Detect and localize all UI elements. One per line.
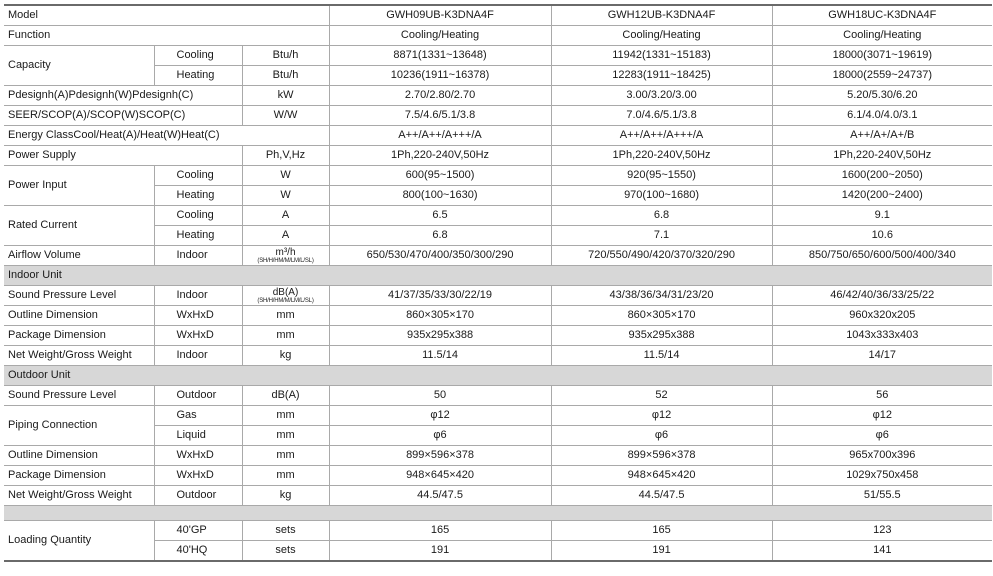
power-input-label: Power Input xyxy=(4,166,154,206)
loading-hq-unit: sets xyxy=(242,541,329,562)
indoor-outline-value: 860×305×170 xyxy=(551,306,772,326)
loading-label: Loading Quantity xyxy=(4,521,154,562)
indoor-outline-sub: WxHxD xyxy=(154,306,242,326)
power-supply-value: 1Ph,220-240V,50Hz xyxy=(329,146,551,166)
power-supply-unit: Ph,V,Hz xyxy=(242,146,329,166)
airflow-value: 850/750/650/600/500/400/340 xyxy=(772,246,992,266)
capacity-heating-value: 10236(1911~16378) xyxy=(329,66,551,86)
power-input-cooling-label: Cooling xyxy=(154,166,242,186)
loading-hq-value: 141 xyxy=(772,541,992,562)
rated-current-heating-label: Heating xyxy=(154,226,242,246)
indoor-package-value: 1043x333x403 xyxy=(772,326,992,346)
outdoor-weight-value: 44.5/47.5 xyxy=(551,486,772,506)
outdoor-sound-value: 50 xyxy=(329,386,551,406)
outdoor-package-unit: mm xyxy=(242,466,329,486)
outdoor-package-value: 948×645×420 xyxy=(551,466,772,486)
outdoor-outline-sub: WxHxD xyxy=(154,446,242,466)
outdoor-weight-value: 51/55.5 xyxy=(772,486,992,506)
power-supply-label: Power Supply xyxy=(4,146,242,166)
indoor-outline-label: Outline Dimension xyxy=(4,306,154,326)
pdesign-label: Pdesignh(A)Pdesignh(W)Pdesignh(C) xyxy=(4,86,242,106)
indoor-weight-sub: Indoor xyxy=(154,346,242,366)
energy-value: A++/A+/A+/B xyxy=(772,126,992,146)
power-supply-value: 1Ph,220-240V,50Hz xyxy=(772,146,992,166)
seer-label: SEER/SCOP(A)/SCOP(W)SCOP(C) xyxy=(4,106,242,126)
airflow-value: 720/550/490/420/370/320/290 xyxy=(551,246,772,266)
airflow-unit-sub: (SH/H/HM/M/LM/L/SL) xyxy=(257,257,314,264)
energy-label: Energy ClassCool/Heat(A)/Heat(W)Heat(C) xyxy=(4,126,329,146)
seer-value: 7.5/4.6/5.1/3.8 xyxy=(329,106,551,126)
seer-unit: W/W xyxy=(242,106,329,126)
loading-hq-value: 191 xyxy=(329,541,551,562)
piping-liquid-value: φ6 xyxy=(772,426,992,446)
seer-row xyxy=(4,106,992,126)
capacity-cooling-unit: Btu/h xyxy=(242,46,329,66)
model-name: GWH12UB-K3DNA4F xyxy=(551,5,772,26)
indoor-sound-row xyxy=(4,286,992,306)
piping-gas-label: Gas xyxy=(154,406,242,426)
spec-table xyxy=(4,4,992,562)
outdoor-outline-unit: mm xyxy=(242,446,329,466)
piping-liquid-unit: mm xyxy=(242,426,329,446)
indoor-weight-value: 11.5/14 xyxy=(329,346,551,366)
indoor-weight-value: 11.5/14 xyxy=(551,346,772,366)
indoor-sound-unit-main: dB(A) xyxy=(272,286,299,298)
outdoor-unit-title: Outdoor Unit xyxy=(4,366,992,386)
pdesign-value: 5.20/5.30/6.20 xyxy=(772,86,992,106)
indoor-sound-value: 46/42/40/36/33/25/22 xyxy=(772,286,992,306)
indoor-outline-row xyxy=(4,306,992,326)
loading-gp-value: 123 xyxy=(772,521,992,541)
capacity-cooling-value: 8871(1331~13648) xyxy=(329,46,551,66)
outdoor-package-label: Package Dimension xyxy=(4,466,154,486)
outdoor-weight-label: Net Weight/Gross Weight xyxy=(4,486,154,506)
indoor-package-row xyxy=(4,326,992,346)
outdoor-outline-value: 965x700x396 xyxy=(772,446,992,466)
outdoor-outline-value: 899×596×378 xyxy=(329,446,551,466)
rated-current-heating-unit: A xyxy=(242,226,329,246)
power-input-cooling-value: 920(95~1550) xyxy=(551,166,772,186)
outdoor-sound-value: 52 xyxy=(551,386,772,406)
piping-gas-row xyxy=(4,406,992,426)
power-input-cooling-row xyxy=(4,166,992,186)
outdoor-outline-value: 899×596×378 xyxy=(551,446,772,466)
power-input-cooling-value: 600(95~1500) xyxy=(329,166,551,186)
indoor-weight-unit: kg xyxy=(242,346,329,366)
indoor-sound-sub: Indoor xyxy=(154,286,242,306)
capacity-label: Capacity xyxy=(4,46,154,86)
airflow-row xyxy=(4,246,992,266)
indoor-sound-label: Sound Pressure Level xyxy=(4,286,154,306)
pdesign-row xyxy=(4,86,992,106)
power-input-cooling-unit: W xyxy=(242,166,329,186)
energy-row xyxy=(4,126,992,146)
blank-divider-row xyxy=(4,506,992,521)
indoor-outline-value: 860×305×170 xyxy=(329,306,551,326)
outdoor-outline-row xyxy=(4,446,992,466)
seer-value: 6.1/4.0/4.0/3.1 xyxy=(772,106,992,126)
loading-gp-value: 165 xyxy=(329,521,551,541)
indoor-package-label: Package Dimension xyxy=(4,326,154,346)
power-input-heating-value: 1420(200~2400) xyxy=(772,186,992,206)
indoor-outline-value: 960x320x205 xyxy=(772,306,992,326)
capacity-cooling-value: 11942(1331~15183) xyxy=(551,46,772,66)
capacity-cooling-row xyxy=(4,46,992,66)
piping-gas-value: φ12 xyxy=(329,406,551,426)
outdoor-sound-sub: Outdoor xyxy=(154,386,242,406)
outdoor-sound-unit: dB(A) xyxy=(242,386,329,406)
rated-current-cooling-label: Cooling xyxy=(154,206,242,226)
energy-value: A++/A++/A+++/A xyxy=(329,126,551,146)
indoor-unit-section xyxy=(4,266,992,286)
indoor-weight-label: Net Weight/Gross Weight xyxy=(4,346,154,366)
function-label: Function xyxy=(4,26,329,46)
rated-current-cooling-unit: A xyxy=(242,206,329,226)
model-name: GWH09UB-K3DNA4F xyxy=(329,5,551,26)
capacity-heating-label: Heating xyxy=(154,66,242,86)
indoor-package-value: 935x295x388 xyxy=(329,326,551,346)
loading-gp-unit: sets xyxy=(242,521,329,541)
rated-current-label: Rated Current xyxy=(4,206,154,246)
piping-liquid-label: Liquid xyxy=(154,426,242,446)
piping-gas-value: φ12 xyxy=(772,406,992,426)
power-input-cooling-value: 1600(200~2050) xyxy=(772,166,992,186)
loading-gp-row xyxy=(4,521,992,541)
indoor-outline-unit: mm xyxy=(242,306,329,326)
indoor-weight-value: 14/17 xyxy=(772,346,992,366)
piping-gas-value: φ12 xyxy=(551,406,772,426)
function-value: Cooling/Heating xyxy=(329,26,551,46)
capacity-heating-unit: Btu/h xyxy=(242,66,329,86)
power-supply-value: 1Ph,220-240V,50Hz xyxy=(551,146,772,166)
rated-current-cooling-value: 6.8 xyxy=(551,206,772,226)
outdoor-unit-section xyxy=(4,366,992,386)
loading-hq-value: 191 xyxy=(551,541,772,562)
outdoor-weight-value: 44.5/47.5 xyxy=(329,486,551,506)
indoor-sound-value: 43/38/36/34/31/23/20 xyxy=(551,286,772,306)
indoor-weight-row xyxy=(4,346,992,366)
rated-current-cooling-row xyxy=(4,206,992,226)
rated-current-heating-value: 6.8 xyxy=(329,226,551,246)
piping-liquid-value: φ6 xyxy=(551,426,772,446)
outdoor-weight-sub: Outdoor xyxy=(154,486,242,506)
function-row xyxy=(4,26,992,46)
model-label: Model xyxy=(4,5,329,26)
blank-divider xyxy=(4,506,992,521)
airflow-label: Airflow Volume xyxy=(4,246,154,266)
piping-liquid-value: φ6 xyxy=(329,426,551,446)
pdesign-value: 3.00/3.20/3.00 xyxy=(551,86,772,106)
outdoor-outline-label: Outline Dimension xyxy=(4,446,154,466)
energy-value: A++/A++/A+++/A xyxy=(551,126,772,146)
seer-value: 7.0/4.6/5.1/3.8 xyxy=(551,106,772,126)
power-input-heating-value: 970(100~1680) xyxy=(551,186,772,206)
indoor-sound-value: 41/37/35/33/30/22/19 xyxy=(329,286,551,306)
outdoor-package-sub: WxHxD xyxy=(154,466,242,486)
capacity-heating-value: 12283(1911~18425) xyxy=(551,66,772,86)
airflow-unit xyxy=(242,246,329,266)
capacity-heating-value: 18000(2559~24737) xyxy=(772,66,992,86)
rated-current-cooling-value: 6.5 xyxy=(329,206,551,226)
power-supply-row xyxy=(4,146,992,166)
outdoor-weight-row xyxy=(4,486,992,506)
piping-label: Piping Connection xyxy=(4,406,154,446)
airflow-value: 650/530/470/400/350/300/290 xyxy=(329,246,551,266)
indoor-package-value: 935x295x388 xyxy=(551,326,772,346)
outdoor-package-value: 1029x750x458 xyxy=(772,466,992,486)
model-name: GWH18UC-K3DNA4F xyxy=(772,5,992,26)
outdoor-sound-value: 56 xyxy=(772,386,992,406)
indoor-sound-unit xyxy=(242,286,329,306)
function-value: Cooling/Heating xyxy=(551,26,772,46)
indoor-unit-title: Indoor Unit xyxy=(4,266,992,286)
outdoor-sound-label: Sound Pressure Level xyxy=(4,386,154,406)
pdesign-unit: kW xyxy=(242,86,329,106)
power-input-heating-value: 800(100~1630) xyxy=(329,186,551,206)
piping-gas-unit: mm xyxy=(242,406,329,426)
outdoor-package-row xyxy=(4,466,992,486)
rated-current-cooling-value: 9.1 xyxy=(772,206,992,226)
power-input-heating-label: Heating xyxy=(154,186,242,206)
outdoor-package-value: 948×645×420 xyxy=(329,466,551,486)
spec-table-container xyxy=(4,4,992,562)
indoor-sound-unit-sub: (SH/H/HM/M/LM/L/SL) xyxy=(257,297,314,304)
rated-current-heating-value: 7.1 xyxy=(551,226,772,246)
capacity-cooling-value: 18000(3071~19619) xyxy=(772,46,992,66)
capacity-cooling-label: Cooling xyxy=(154,46,242,66)
indoor-package-sub: WxHxD xyxy=(154,326,242,346)
outdoor-sound-row xyxy=(4,386,992,406)
rated-current-heating-value: 10.6 xyxy=(772,226,992,246)
loading-gp-value: 165 xyxy=(551,521,772,541)
power-input-heating-unit: W xyxy=(242,186,329,206)
indoor-package-unit: mm xyxy=(242,326,329,346)
pdesign-value: 2.70/2.80/2.70 xyxy=(329,86,551,106)
loading-gp-label: 40'GP xyxy=(154,521,242,541)
outdoor-weight-unit: kg xyxy=(242,486,329,506)
model-row xyxy=(4,5,992,26)
airflow-unit-main: m³/h xyxy=(275,246,296,258)
airflow-sub: Indoor xyxy=(154,246,242,266)
loading-hq-label: 40'HQ xyxy=(154,541,242,562)
function-value: Cooling/Heating xyxy=(772,26,992,46)
